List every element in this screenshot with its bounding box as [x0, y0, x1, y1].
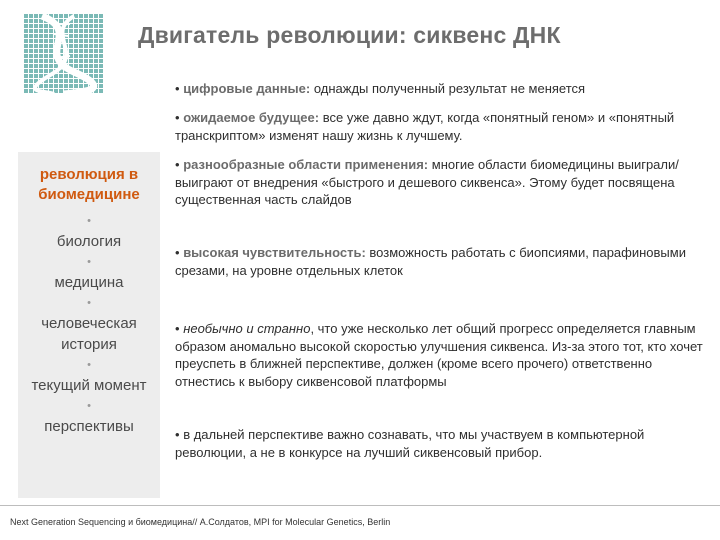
- nav-item-human-history-line2: история: [61, 336, 117, 353]
- bullet-text: все уже давно ждут, когда «понятный геном» и «понятный транскриптом» изменят нашу жизнь к лучшему.: [175, 110, 675, 143]
- bullet-text: многие области биомедицины выиграли/выиграют от внедрения «быстрого и дешевого сиквенса». Этому будет посвящена существенная часть слайдов: [175, 157, 679, 207]
- nav-item-human-history[interactable]: [18, 313, 160, 355]
- bullet-marker: •: [175, 245, 180, 260]
- nav-separator: •: [87, 400, 91, 412]
- bullet-key: высокая чувствительность:: [183, 245, 366, 260]
- nav-separator: •: [87, 297, 91, 309]
- bullet-marker: •: [175, 321, 180, 336]
- nav-item-current-moment[interactable]: текущий момент: [31, 377, 147, 394]
- bullet-text: , что уже несколько лет общий прогресс определяется главным образом аномально высокой скоростью улучшения сиквенса. Из-за этого тот, кто хочет преуспеть в ближней перспективе, должен (кроме всего прочего) ответственно отнестись к выбору сиквенсовой платформы: [175, 321, 703, 389]
- bullet-key: необычно и странно: [183, 321, 311, 336]
- nav-separator: •: [87, 215, 91, 227]
- left-nav: [18, 165, 160, 437]
- dna-logo: [24, 14, 104, 94]
- bullet-marker: •: [175, 157, 180, 172]
- footer-caption: Next Generation Sequencing и биомедицина// А.Солдатов, MPI for Molecular Genetics, Berlin: [10, 517, 391, 527]
- bullet-text: возможность работать с биопсиями, парафиновыми срезами, на уровне отдельных клеток: [175, 245, 686, 278]
- bullet-high-sensitivity: [175, 244, 705, 279]
- nav-separator: •: [87, 359, 91, 371]
- bullet-key: ожидаемое будущее:: [183, 110, 320, 125]
- nav-heading-line1: революция в: [39, 166, 139, 183]
- bullet-marker: •: [175, 427, 180, 442]
- bullet-expected-future: [175, 109, 705, 144]
- nav-item-perspectives[interactable]: перспективы: [44, 418, 134, 435]
- nav-item-biology[interactable]: биология: [56, 233, 122, 250]
- footer-divider: [0, 505, 720, 506]
- bullet-text: однажды полученный результат не меняется: [310, 81, 586, 96]
- bullet-key: цифровые данные:: [183, 81, 311, 96]
- bullet-digital-data: [175, 80, 705, 98]
- bullet-application-areas: [175, 156, 705, 209]
- bullet-unusual-strange: [175, 320, 705, 390]
- bullet-long-term: [175, 426, 705, 461]
- bullet-key: разнообразные области применения:: [183, 157, 429, 172]
- nav-item-medicine[interactable]: медицина: [54, 274, 124, 291]
- nav-heading: [18, 165, 160, 205]
- bullet-text: в дальней перспективе важно сознавать, что мы участвуем в компьютерной революции, а не в конкурсе на лучший сиквенсовый прибор.: [175, 427, 645, 460]
- bullet-marker: •: [175, 81, 180, 96]
- nav-heading-line2: биомедицине: [38, 186, 140, 203]
- nav-separator: •: [87, 256, 91, 268]
- bullet-marker: •: [175, 110, 180, 125]
- page-title: Двигатель революции: сиквенс ДНК: [138, 22, 561, 48]
- nav-item-human-history-line1: человеческая: [41, 315, 137, 332]
